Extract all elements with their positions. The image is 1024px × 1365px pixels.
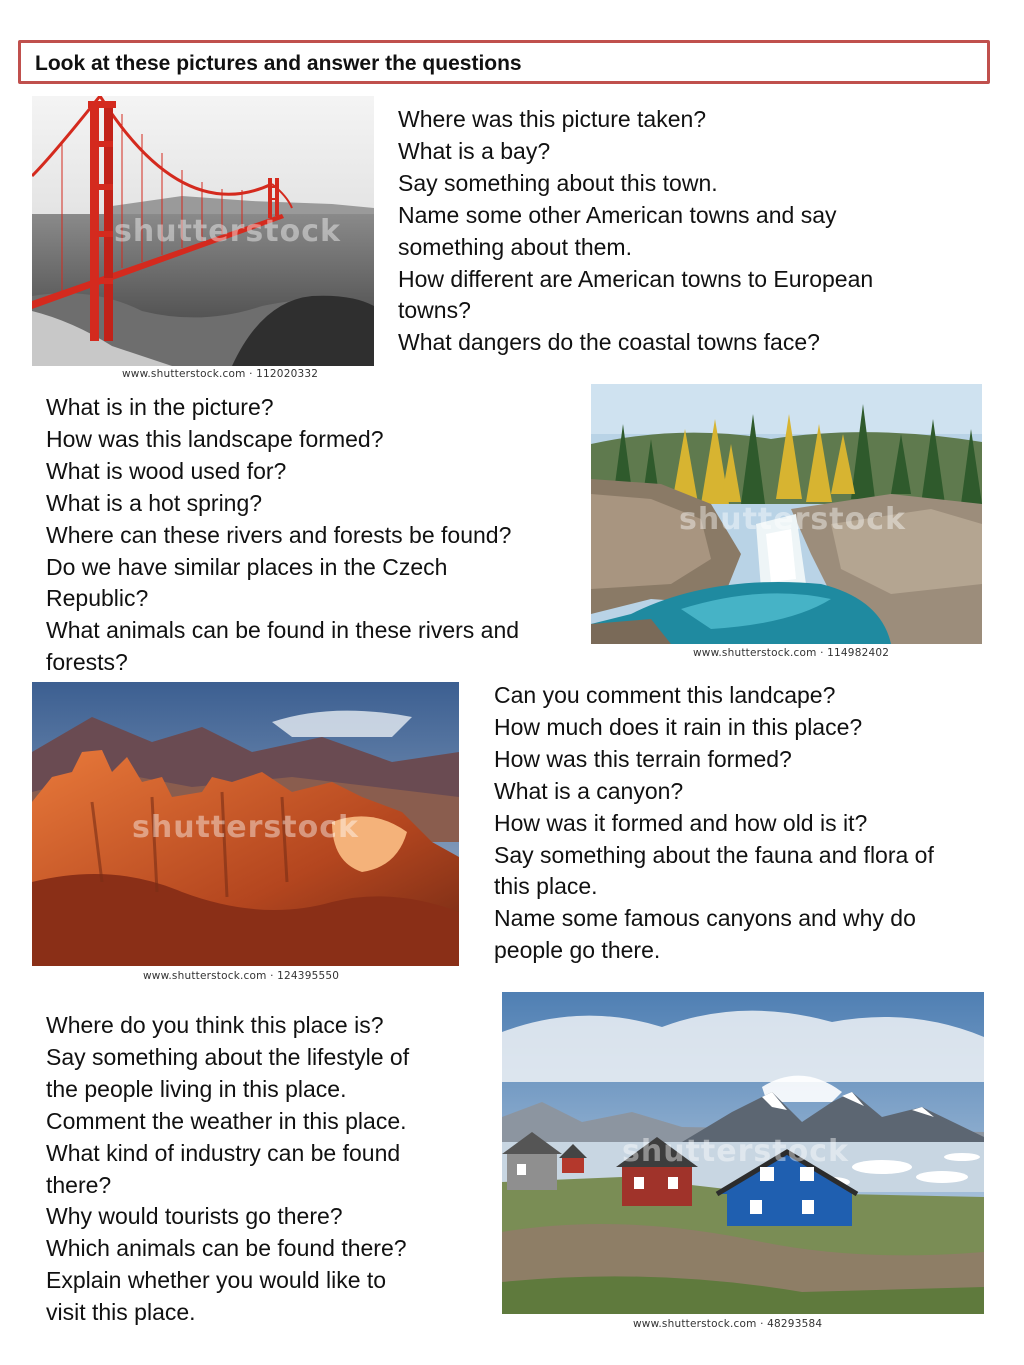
question: What is wood used for?: [46, 457, 287, 484]
question: How much does it rain in this place?: [494, 713, 863, 740]
question: What is a canyon?: [494, 777, 684, 804]
arctic-village-photo: [502, 992, 984, 1314]
question: Say something about the fauna and flora of this place.: [494, 841, 934, 900]
golden-gate-bridge-photo: [32, 96, 374, 366]
question: What is a hot spring?: [46, 489, 263, 516]
question: What is in the picture?: [46, 394, 274, 420]
question: What dangers do the coastal towns face?: [398, 329, 820, 356]
question: Comment the weather in this place.: [46, 1107, 407, 1134]
question: What is a bay?: [398, 137, 551, 164]
question-list-canyon: [494, 680, 984, 967]
question: Which animals can be found there?: [46, 1235, 407, 1262]
question: Why would tourists go there?: [46, 1203, 343, 1230]
question-list-bridge: [398, 104, 938, 359]
canyon-photo: [32, 682, 459, 966]
question: Say something about this town.: [398, 169, 718, 196]
question: Where was this picture taken?: [398, 106, 707, 132]
question: How different are American towns to European towns?: [398, 265, 874, 324]
question-list-village: [46, 1010, 446, 1329]
watermark-text: shutterstock: [679, 502, 906, 537]
question: Can you comment this landcape?: [494, 682, 836, 708]
question: Where can these rivers and forests be found?: [46, 521, 512, 548]
question: Say something about the lifestyle of the people living in this place.: [46, 1043, 410, 1102]
watermark-text: shutterstock: [114, 214, 341, 249]
question-list-forest: [46, 392, 556, 679]
watermark-text: shutterstock: [132, 810, 359, 845]
photo-caption: www.shutterstock.com · 112020332: [122, 368, 319, 380]
question: Do we have similar places in the Czech Republic?: [46, 553, 448, 612]
question: Name some other American towns and say something about them.: [398, 201, 837, 260]
question: How was this terrain formed?: [494, 745, 792, 772]
question: Explain whether you would like to visit this place.: [46, 1267, 387, 1326]
photo-caption: www.shutterstock.com · 48293584: [633, 1318, 823, 1330]
waterfall-forest-photo: [591, 384, 982, 644]
watermark-text: shutterstock: [622, 1134, 849, 1169]
question: What animals can be found in these rivers and forests?: [46, 617, 520, 676]
question: Name some famous canyons and why do people go there.: [494, 905, 916, 964]
question: Where do you think this place is?: [46, 1012, 384, 1038]
photo-caption: www.shutterstock.com · 114982402: [693, 647, 890, 659]
page-title: Look at these pictures and answer the questions: [35, 52, 522, 75]
question: What kind of industry can be found there?: [46, 1139, 401, 1198]
question: How was this landscape formed?: [46, 425, 384, 452]
question: How was it formed and how old is it?: [494, 809, 868, 836]
photo-caption: www.shutterstock.com · 124395550: [143, 970, 340, 982]
header-box: [18, 40, 990, 84]
